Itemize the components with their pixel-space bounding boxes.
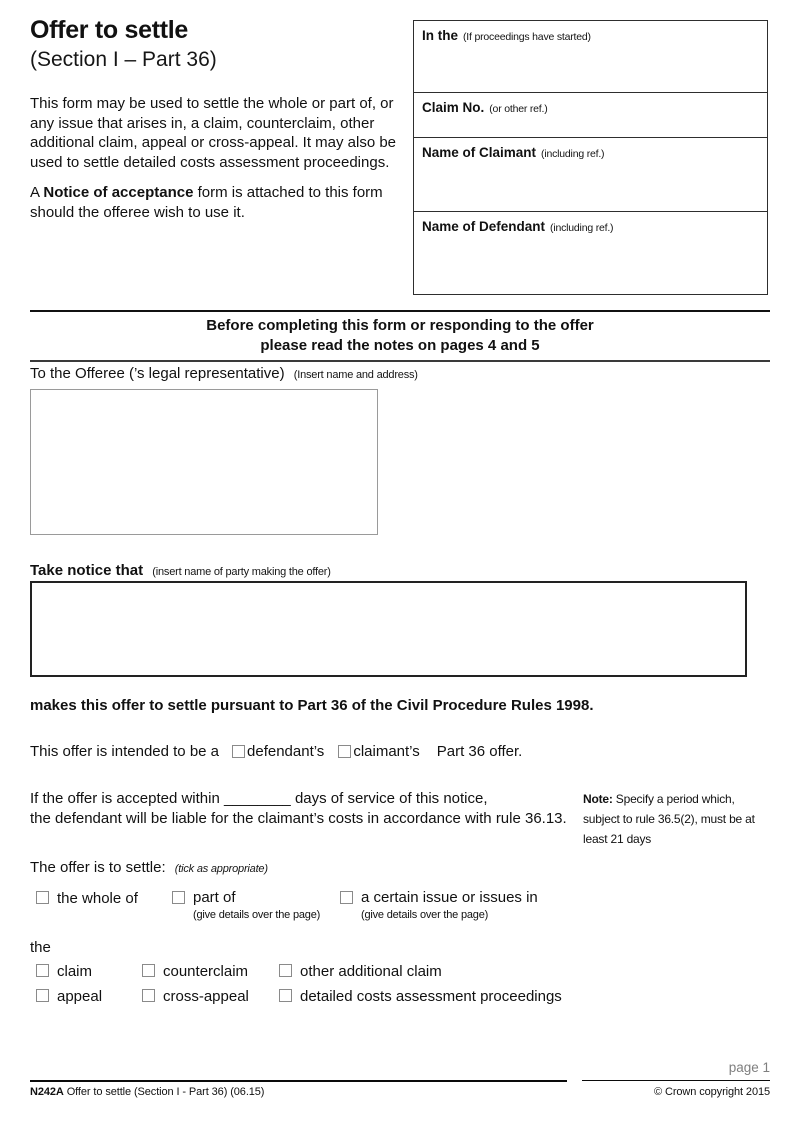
claimants-label: claimant’s	[353, 743, 420, 760]
makes-offer-statement: makes this offer to settle pursuant to Part 36 of the Civil Procedure Rules 1998.	[30, 697, 594, 714]
field-claim-no-hint: (or other ref.)	[489, 102, 548, 115]
checkbox-cross-appeal[interactable]	[142, 989, 155, 1002]
claim-label: claim	[57, 963, 93, 980]
detailed-costs-label: detailed costs assessment proceedings	[300, 988, 562, 1005]
acceptance-period-text	[30, 789, 575, 828]
counterclaim-label: counterclaim	[163, 963, 249, 980]
field-in-the[interactable]	[414, 21, 767, 93]
part-of-sub: (give details over the page)	[193, 909, 321, 921]
certain-issue-sub: (give details over the page)	[361, 909, 489, 921]
page-number: page 1	[728, 1060, 770, 1075]
offer-type-prefix: This offer is intended to be a	[30, 743, 220, 760]
intro-p2-prefix: A	[30, 184, 44, 201]
offeror-name-box[interactable]	[30, 581, 747, 677]
appeal-label: appeal	[57, 988, 103, 1005]
days-blank[interactable]: ________	[224, 790, 291, 807]
checkbox-detailed-costs[interactable]	[279, 989, 292, 1002]
case-details-box	[413, 20, 768, 295]
note-label: Note:	[583, 792, 613, 806]
checkbox-defendants[interactable]	[232, 745, 245, 758]
offeree-label: To the Offeree (’s legal representative)	[30, 365, 285, 382]
field-claim-no-label: Claim No.	[422, 99, 485, 115]
footer-rule-left	[30, 1080, 567, 1082]
field-defendant-name-label: Name of Defendant	[422, 218, 546, 234]
period-note	[583, 789, 773, 849]
header-left	[30, 16, 408, 222]
offeree-label-row	[30, 364, 418, 386]
footer-form-id	[30, 1086, 264, 1098]
type-option-other-additional	[279, 963, 442, 981]
settle-label-row	[30, 858, 268, 880]
offer-type-suffix: Part 36 offer.	[436, 743, 523, 760]
footer-rule-right	[582, 1080, 770, 1081]
type-option-claim	[36, 963, 92, 981]
checkbox-part-of[interactable]	[172, 891, 185, 904]
form-title-text: Offer to settle (Section I - Part 36) (06.15)	[63, 1086, 265, 1098]
field-claimant-name-hint: (including ref.)	[541, 147, 605, 160]
type-option-appeal	[36, 988, 102, 1006]
type-option-detailed-costs	[279, 988, 562, 1006]
footer-copyright: © Crown copyright 2015	[654, 1086, 770, 1098]
field-claim-no-value[interactable]	[422, 117, 759, 127]
offeree-address-box[interactable]	[30, 389, 378, 535]
field-defendant-name-value[interactable]	[422, 236, 759, 246]
field-in-the-label: In the	[422, 28, 458, 43]
intro-p2-suffix: form is attached to this form should the offeree wish to use it.	[30, 184, 383, 221]
note-text: Specify a period which, subject to rule 36.5(2), must be at least 21 days	[583, 792, 755, 846]
defendants-label: defendant’s	[247, 743, 325, 760]
checkbox-claimants[interactable]	[338, 745, 351, 758]
offeree-hint: (Insert name and address)	[293, 369, 418, 381]
intro-paragraph-2	[30, 183, 408, 222]
type-option-cross-appeal	[142, 988, 249, 1006]
checkbox-whole-of[interactable]	[36, 891, 49, 904]
page-title: Offer to settle	[30, 16, 189, 44]
intro-paragraph-1: This form may be used to settle the whole or part of, or any issue that arises in, a claim, counterclaim, other additional claim, appeal or cross-appeal. It may also be used to settle detailed costs assessment proceedings.	[30, 95, 397, 171]
banner-line-2: please read the notes on pages 4 and 5	[260, 336, 540, 354]
field-in-the-value[interactable]	[422, 45, 759, 55]
form-code: N242A	[30, 1086, 64, 1098]
scope-option-issue	[340, 890, 538, 921]
part-of-label: part of	[193, 889, 236, 906]
settle-hint: (tick as appropriate)	[174, 863, 268, 875]
checkbox-appeal[interactable]	[36, 989, 49, 1002]
acceptance-line2: the defendant will be liable for the claimant’s costs in accordance with rule 36.13.	[30, 809, 567, 827]
read-notes-banner	[30, 310, 770, 362]
checkbox-counterclaim[interactable]	[142, 964, 155, 977]
take-notice-hint: (insert name of party making the offer)	[152, 566, 331, 578]
page-subtitle: (Section I – Part 36)	[30, 48, 217, 71]
field-claimant-name[interactable]	[414, 138, 767, 212]
intro-p2-bold: Notice of acceptance	[43, 184, 194, 201]
acceptance-line1-pre: If the offer is accepted within	[30, 790, 220, 807]
banner-line-1: Before completing this form or responding to the offer	[206, 317, 594, 334]
scope-option-part	[172, 890, 320, 921]
offer-type-row	[30, 742, 522, 762]
checkbox-other-additional-claim[interactable]	[279, 964, 292, 977]
field-claimant-name-value[interactable]	[422, 162, 759, 172]
field-defendant-name-hint: (including ref.)	[550, 221, 614, 234]
whole-of-label: the whole of	[57, 890, 138, 907]
field-defendant-name[interactable]	[414, 212, 767, 293]
checkbox-certain-issue[interactable]	[340, 891, 353, 904]
settle-label: The offer is to settle:	[30, 859, 166, 876]
field-claim-no[interactable]	[414, 93, 767, 138]
scope-option-whole	[36, 890, 138, 908]
type-option-counterclaim	[142, 963, 248, 981]
cross-appeal-label: cross-appeal	[163, 988, 249, 1005]
field-claimant-name-label: Name of Claimant	[422, 144, 537, 160]
take-notice-label-row	[30, 561, 331, 583]
checkbox-claim[interactable]	[36, 964, 49, 977]
the-word: the	[30, 939, 51, 956]
other-additional-claim-label: other additional claim	[300, 963, 442, 980]
take-notice-label: Take notice that	[30, 562, 144, 579]
certain-issue-label: a certain issue or issues in	[361, 889, 538, 906]
field-in-the-hint: (If proceedings have started)	[463, 31, 591, 43]
acceptance-line1-post: days of service of this notice,	[294, 790, 488, 807]
